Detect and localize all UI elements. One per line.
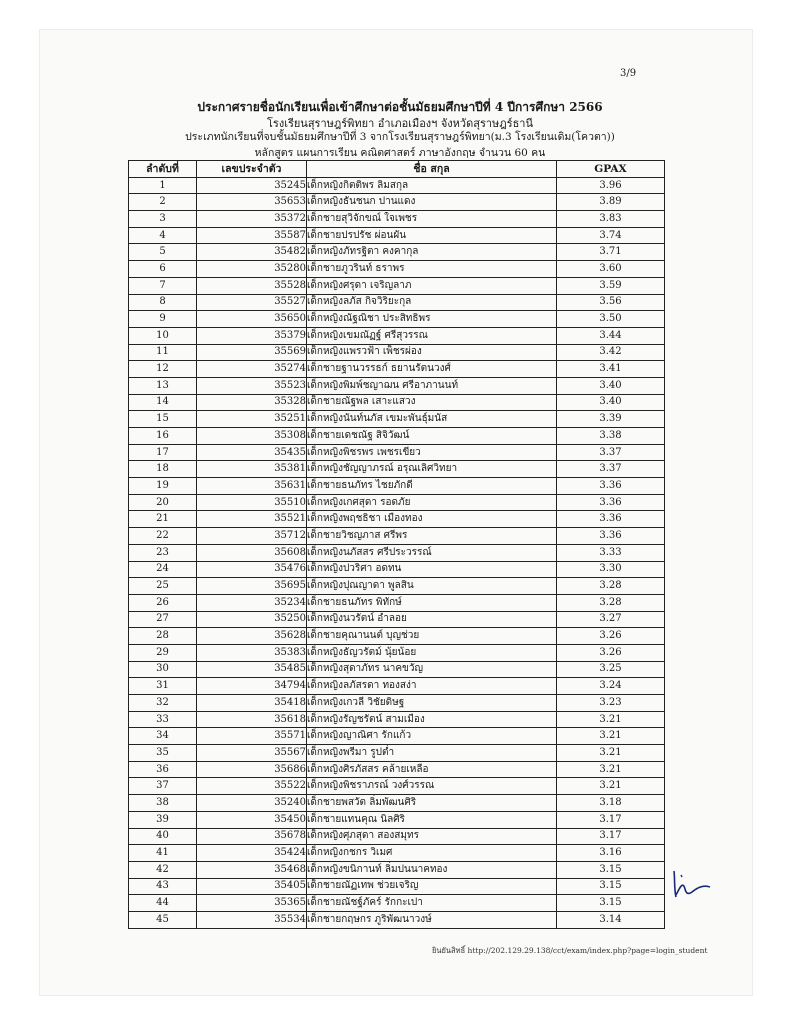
row-order: 2 <box>129 194 197 211</box>
row-order: 37 <box>129 778 197 795</box>
table-row <box>129 494 665 511</box>
row-order: 18 <box>129 461 197 478</box>
row-order: 34 <box>129 728 197 745</box>
row-gpax: 3.21 <box>557 745 665 762</box>
row-order: 22 <box>129 528 197 545</box>
row-order: 11 <box>129 344 197 361</box>
table-row <box>129 411 665 428</box>
row-student-id: 35587 <box>197 227 307 244</box>
row-student-id: 35450 <box>197 811 307 828</box>
row-student-name: เด็กชายกฤษกร ภูริพัฒนาวงษ์ <box>307 911 557 928</box>
table-row <box>129 528 665 545</box>
table-row <box>129 461 665 478</box>
row-student-name: เด็กหญิงเขมณัฏฐ์ ศรีสุวรรณ <box>307 327 557 344</box>
row-student-name: เด็กหญิงญาณิศา รักแก้ว <box>307 728 557 745</box>
row-student-id: 35383 <box>197 644 307 661</box>
row-gpax: 3.89 <box>557 194 665 211</box>
row-student-name: เด็กหญิงขนิกานท์ ลิ่มปนนาคทอง <box>307 861 557 878</box>
row-gpax: 3.14 <box>557 911 665 928</box>
row-order: 14 <box>129 394 197 411</box>
row-gpax: 3.15 <box>557 895 665 912</box>
table-row <box>129 795 665 812</box>
row-order: 23 <box>129 544 197 561</box>
row-order: 35 <box>129 745 197 762</box>
row-student-name: เด็กหญิงชัญญาภรณ์ อรุณเลิศวิทยา <box>307 461 557 478</box>
row-order: 27 <box>129 611 197 628</box>
row-student-id: 35650 <box>197 311 307 328</box>
row-order: 6 <box>129 261 197 278</box>
row-student-id: 35468 <box>197 861 307 878</box>
row-order: 15 <box>129 411 197 428</box>
table-row <box>129 194 665 211</box>
table-row <box>129 444 665 461</box>
row-gpax: 3.60 <box>557 261 665 278</box>
row-gpax: 3.42 <box>557 344 665 361</box>
row-student-id: 35618 <box>197 711 307 728</box>
row-student-name: เด็กชายภูวรินท์ ธราพร <box>307 261 557 278</box>
school-name: โรงเรียนสุราษฎร์พิทยา อำเภอเมืองฯ จังหวัดสุราษฎร์ธานี <box>267 117 533 130</box>
table-row <box>129 294 665 311</box>
row-student-name: เด็กชายณัชฐ์ภัคร์ รักกะเปา <box>307 895 557 912</box>
row-gpax: 3.39 <box>557 411 665 428</box>
row-order: 26 <box>129 594 197 611</box>
row-order: 5 <box>129 244 197 261</box>
row-student-id: 35523 <box>197 377 307 394</box>
row-student-name: เด็กชายณัฏเทพ ช่วยเจริญ <box>307 878 557 895</box>
row-student-name: เด็กหญิงพิชราภรณ์ วงศ์วรรณ <box>307 778 557 795</box>
row-student-name: เด็กหญิงพิชรพร เพชรเขียว <box>307 444 557 461</box>
row-order: 8 <box>129 294 197 311</box>
row-student-id: 35608 <box>197 544 307 561</box>
row-gpax: 3.37 <box>557 444 665 461</box>
row-student-name: เด็กหญิงปวริศา อดทน <box>307 561 557 578</box>
row-gpax: 3.26 <box>557 644 665 661</box>
row-student-id: 35678 <box>197 828 307 845</box>
row-order: 20 <box>129 494 197 511</box>
row-student-id: 35686 <box>197 761 307 778</box>
table-row <box>129 594 665 611</box>
row-gpax: 3.40 <box>557 377 665 394</box>
signature-icon <box>670 865 714 905</box>
row-order: 40 <box>129 828 197 845</box>
row-student-name: เด็กชายคุณานนต์ บุญช่วย <box>307 628 557 645</box>
row-student-id: 35569 <box>197 344 307 361</box>
row-student-id: 35631 <box>197 478 307 495</box>
row-student-id: 35534 <box>197 911 307 928</box>
row-gpax: 3.36 <box>557 511 665 528</box>
row-order: 9 <box>129 311 197 328</box>
row-student-id: 35571 <box>197 728 307 745</box>
table-row <box>129 578 665 595</box>
row-gpax: 3.28 <box>557 578 665 595</box>
row-student-name: เด็กหญิงแพรวฟ้า เพ็ชรผ่อง <box>307 344 557 361</box>
row-student-name: เด็กหญิงกชกร วิเมศ <box>307 845 557 862</box>
row-student-id: 35653 <box>197 194 307 211</box>
row-student-name: เด็กหญิงธันชนก ปานแดง <box>307 194 557 211</box>
row-student-id: 35418 <box>197 695 307 712</box>
row-order: 33 <box>129 711 197 728</box>
row-gpax: 3.44 <box>557 327 665 344</box>
row-student-id: 35435 <box>197 444 307 461</box>
row-student-name: เด็กหญิงพฤชธิชา เมืองทอง <box>307 511 557 528</box>
row-gpax: 3.21 <box>557 728 665 745</box>
row-student-id: 35424 <box>197 845 307 862</box>
row-student-id: 35521 <box>197 511 307 528</box>
table-row <box>129 811 665 828</box>
row-student-name: เด็กชายปรปรัช ผ่อนผัน <box>307 227 557 244</box>
row-gpax: 3.21 <box>557 711 665 728</box>
row-gpax: 3.17 <box>557 811 665 828</box>
row-gpax: 3.21 <box>557 778 665 795</box>
table-row <box>129 845 665 862</box>
row-order: 3 <box>129 211 197 228</box>
col-header-order: ลำดับที่ <box>129 161 197 178</box>
table-row <box>129 861 665 878</box>
row-order: 38 <box>129 795 197 812</box>
table-row <box>129 227 665 244</box>
table-row <box>129 344 665 361</box>
col-header-gpax: GPAX <box>557 161 665 178</box>
page-number: 3/9 <box>620 68 637 79</box>
row-student-name: เด็กหญิงลภัส กิจวิริยะกุล <box>307 294 557 311</box>
row-gpax: 3.74 <box>557 227 665 244</box>
row-order: 25 <box>129 578 197 595</box>
table-row <box>129 377 665 394</box>
row-student-id: 35328 <box>197 394 307 411</box>
row-order: 41 <box>129 845 197 862</box>
row-order: 12 <box>129 361 197 378</box>
table-row <box>129 661 665 678</box>
admission-category: ประเภทนักเรียนที่จบชั้นมัธยมศึกษาปีที่ 3 จากโรงเรียนสุราษฎร์พิทยา(ม.3 โรงเรียนเดิม(โควตา)) <box>185 131 615 143</box>
row-student-name: เด็กหญิงณัฐณิชา ประสิทธิพร <box>307 311 557 328</box>
row-student-name: เด็กชายณัฐพล เสาะแสวง <box>307 394 557 411</box>
row-student-id: 35365 <box>197 895 307 912</box>
table-row <box>129 511 665 528</box>
row-order: 32 <box>129 695 197 712</box>
row-order: 45 <box>129 911 197 928</box>
row-student-id: 35381 <box>197 461 307 478</box>
row-gpax: 3.16 <box>557 845 665 862</box>
table-row <box>129 478 665 495</box>
table-row <box>129 828 665 845</box>
row-order: 39 <box>129 811 197 828</box>
row-student-name: เด็กชายแทนคุณ นิลศิริ <box>307 811 557 828</box>
col-header-name: ชื่อ สกุล <box>307 161 557 178</box>
row-student-name: เด็กหญิงศรุดา เจริญลาภ <box>307 277 557 294</box>
row-student-id: 35695 <box>197 578 307 595</box>
table-row <box>129 611 665 628</box>
row-student-name: เด็กหญิงเกศสุดา รอดภัย <box>307 494 557 511</box>
row-student-id: 35510 <box>197 494 307 511</box>
row-student-name: เด็กหญิงนันท์นภัส เขมะพันธุ์มนัส <box>307 411 557 428</box>
row-gpax: 3.33 <box>557 544 665 561</box>
table-row <box>129 394 665 411</box>
row-student-name: เด็กชายสุวิจักขณ์ ใจเพชร <box>307 211 557 228</box>
table-row <box>129 544 665 561</box>
row-gpax: 3.21 <box>557 761 665 778</box>
row-student-name: เด็กหญิงปุณญาดา พูลสิน <box>307 578 557 595</box>
row-order: 7 <box>129 277 197 294</box>
row-order: 44 <box>129 895 197 912</box>
row-student-id: 34794 <box>197 678 307 695</box>
row-gpax: 3.83 <box>557 211 665 228</box>
table-row <box>129 177 665 194</box>
row-gpax: 3.24 <box>557 678 665 695</box>
row-gpax: 3.56 <box>557 294 665 311</box>
row-order: 17 <box>129 444 197 461</box>
row-student-name: เด็กหญิงศิรภัสสร คล้ายเหลือ <box>307 761 557 778</box>
row-gpax: 3.30 <box>557 561 665 578</box>
table-row <box>129 628 665 645</box>
announcement-title: ประกาศรายชื่อนักเรียนเพื่อเข้าศึกษาต่อชั้นมัธยมศึกษาปีที่ 4 ปีการศึกษา 2566 <box>197 100 603 114</box>
row-student-name: เด็กหญิงภัทรฐิตา คงคากุล <box>307 244 557 261</box>
table-row <box>129 711 665 728</box>
table-row <box>129 778 665 795</box>
program-info: หลักสูตร แผนการเรียน คณิตศาสตร์ ภาษาอังกฤษ จำนวน 60 คน <box>254 147 546 159</box>
row-gpax: 3.96 <box>557 177 665 194</box>
row-student-id: 35712 <box>197 528 307 545</box>
row-student-id: 35234 <box>197 594 307 611</box>
row-student-name: เด็กชายธนภัทร ไชยภักดี <box>307 478 557 495</box>
row-student-name: เด็กชายพสวัต ลิ่มพัฒนศิริ <box>307 795 557 812</box>
table-row <box>129 261 665 278</box>
row-order: 21 <box>129 511 197 528</box>
row-gpax: 3.15 <box>557 878 665 895</box>
row-order: 42 <box>129 861 197 878</box>
row-order: 28 <box>129 628 197 645</box>
row-gpax: 3.50 <box>557 311 665 328</box>
row-order: 43 <box>129 878 197 895</box>
row-student-id: 35405 <box>197 878 307 895</box>
row-student-id: 35308 <box>197 428 307 445</box>
row-gpax: 3.40 <box>557 394 665 411</box>
table-row <box>129 311 665 328</box>
row-gpax: 3.18 <box>557 795 665 812</box>
row-order: 4 <box>129 227 197 244</box>
table-row <box>129 895 665 912</box>
row-gpax: 3.36 <box>557 528 665 545</box>
row-student-name: เด็กชายฐานวรรธก์ ธยานรัตนวงศ์ <box>307 361 557 378</box>
row-student-id: 35240 <box>197 795 307 812</box>
row-student-id: 35250 <box>197 611 307 628</box>
table-row <box>129 695 665 712</box>
row-student-name: เด็กหญิงพรีมา รูปต่ำ <box>307 745 557 762</box>
row-student-id: 35379 <box>197 327 307 344</box>
student-table <box>128 160 665 929</box>
table-row <box>129 644 665 661</box>
table-header-row <box>129 161 665 178</box>
row-student-name: เด็กหญิงรัญชรัตน์ สามเมือง <box>307 711 557 728</box>
row-student-name: เด็กหญิงลภัสรดา ทองสง่า <box>307 678 557 695</box>
row-student-name: เด็กหญิงศุภสุดา สองสมุทร <box>307 828 557 845</box>
row-student-name: เด็กหญิงพิมพ์ชญาฌน ศรีอาภานนท์ <box>307 377 557 394</box>
table-row <box>129 277 665 294</box>
row-order: 36 <box>129 761 197 778</box>
table-row <box>129 878 665 895</box>
row-gpax: 3.26 <box>557 628 665 645</box>
table-row <box>129 911 665 928</box>
row-student-id: 35372 <box>197 211 307 228</box>
row-student-name: เด็กหญิงกิตติพร ลิมสกุล <box>307 177 557 194</box>
table-row <box>129 361 665 378</box>
table-row <box>129 561 665 578</box>
table-row <box>129 761 665 778</box>
row-student-name: เด็กหญิงสุดาภัทร นาคขวัญ <box>307 661 557 678</box>
table-body <box>129 177 665 928</box>
row-gpax: 3.23 <box>557 695 665 712</box>
row-student-id: 35567 <box>197 745 307 762</box>
table-row <box>129 327 665 344</box>
row-student-name: เด็กหญิงนวรัตน์ อ่ำลอย <box>307 611 557 628</box>
row-order: 31 <box>129 678 197 695</box>
row-student-name: เด็กชายธนภัทร พิทักษ์ <box>307 594 557 611</box>
table-row <box>129 745 665 762</box>
row-order: 13 <box>129 377 197 394</box>
row-order: 10 <box>129 327 197 344</box>
row-student-id: 35628 <box>197 628 307 645</box>
row-gpax: 3.38 <box>557 428 665 445</box>
table-row <box>129 428 665 445</box>
row-order: 24 <box>129 561 197 578</box>
row-gpax: 3.37 <box>557 461 665 478</box>
table-row <box>129 211 665 228</box>
row-gpax: 3.71 <box>557 244 665 261</box>
row-order: 29 <box>129 644 197 661</box>
row-order: 19 <box>129 478 197 495</box>
row-gpax: 3.36 <box>557 478 665 495</box>
table-row <box>129 678 665 695</box>
row-gpax: 3.41 <box>557 361 665 378</box>
row-gpax: 3.59 <box>557 277 665 294</box>
row-order: 16 <box>129 428 197 445</box>
row-student-name: เด็กชายวิชญภาส ศรีพร <box>307 528 557 545</box>
row-gpax: 3.28 <box>557 594 665 611</box>
row-student-id: 35482 <box>197 244 307 261</box>
row-student-name: เด็กชายเดชณัฐ สิจิวัฒน์ <box>307 428 557 445</box>
row-student-id: 35245 <box>197 177 307 194</box>
row-student-id: 35251 <box>197 411 307 428</box>
table-row <box>129 244 665 261</box>
row-student-name: เด็กหญิงนภัสสร ศรีประวรรณ์ <box>307 544 557 561</box>
row-student-id: 35527 <box>197 294 307 311</box>
row-student-id: 35528 <box>197 277 307 294</box>
row-gpax: 3.17 <box>557 828 665 845</box>
row-gpax: 3.36 <box>557 494 665 511</box>
row-student-id: 35274 <box>197 361 307 378</box>
footer-link-text: ยินยันสิทธิ์ http://202.129.29.138/cct/exam/index.php?page=login_student <box>432 946 708 955</box>
row-student-id: 35476 <box>197 561 307 578</box>
row-student-name: เด็กหญิงธัญวรัตม์ นุ้ยน้อย <box>307 644 557 661</box>
row-order: 1 <box>129 177 197 194</box>
row-student-id: 35522 <box>197 778 307 795</box>
table-row <box>129 728 665 745</box>
row-student-name: เด็กหญิงเกวลี วิชัยดิษฐ <box>307 695 557 712</box>
row-gpax: 3.25 <box>557 661 665 678</box>
row-student-id: 35485 <box>197 661 307 678</box>
row-gpax: 3.15 <box>557 861 665 878</box>
row-gpax: 3.27 <box>557 611 665 628</box>
row-student-id: 35280 <box>197 261 307 278</box>
row-order: 30 <box>129 661 197 678</box>
col-header-student-id: เลขประจำตัว <box>197 161 307 178</box>
